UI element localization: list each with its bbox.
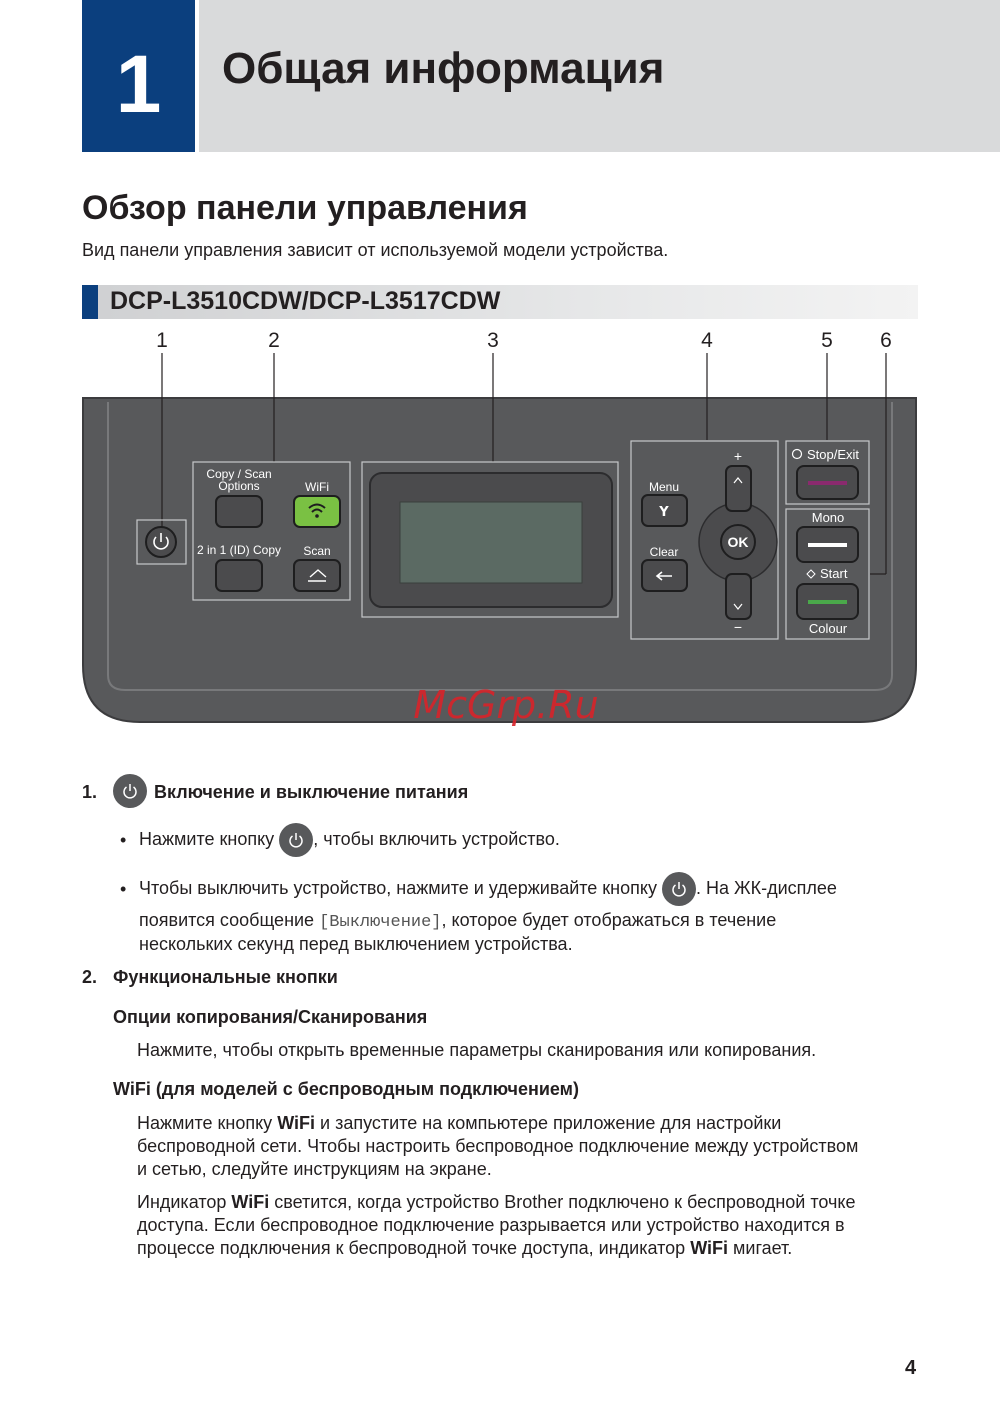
callout-2: 2 [268,329,280,352]
p1-wifi: WiFi [277,1113,316,1133]
item-2-p2-line-1 [137,1191,855,1214]
menu-button[interactable] [642,495,687,526]
item-2-title: Функциональные кнопки [113,967,338,987]
item-2-p1-line-2: беспроводной сети. Чтобы настроить беспроводное подключение между устройством [137,1136,859,1156]
wifi-button[interactable] [294,496,340,527]
bullet-1: • [120,830,127,850]
colour-start-button[interactable] [797,584,858,619]
item-2-sub-2-title: WiFi (для моделей с беспроводным подключением) [113,1079,579,1099]
chapter-number: 1 [115,39,162,130]
id-copy-label: 2 in 1 (ID) Copy [196,543,282,557]
clear-label: Clear [649,545,679,559]
power-button[interactable] [146,527,176,557]
menu-label: Menu [648,480,680,494]
item-1-bullet-2-line-3: нескольких секунд перед выключением устройства. [139,934,573,954]
page-number: 4 [905,1357,917,1379]
mono-label: Mono [811,510,845,525]
item-1-bullet-2-line-2-pre: появится сообщение [139,910,315,930]
p1-a: Нажмите кнопку [137,1113,273,1133]
id-copy-button[interactable] [216,560,262,591]
down-button[interactable] [726,574,751,619]
section-title: Обзор панели управления [82,189,528,227]
scan-button[interactable] [294,560,340,591]
copy-scan-options-label-2: Options [218,479,260,493]
callout-6: 6 [880,329,892,352]
p2-wifi: WiFi [231,1192,270,1212]
scan-label: Scan [303,544,331,558]
item-1-bullet-1-pre: Нажмите кнопку [139,828,275,849]
p2-line3-c: мигает. [728,1238,793,1258]
p1-c: и запустите на компьютере приложение для настройки [315,1113,782,1133]
copy-scan-options-label: Copy / Scan [206,467,272,481]
p2-line3-wifi: WiFi [690,1238,729,1258]
item-2-p1-line-1 [137,1112,781,1135]
item-1-bullet-2-line-1 [139,872,837,906]
item-2-p1-line-3: и сетью, следуйте инструкциям на экране. [137,1159,492,1179]
clear-button[interactable] [642,560,687,591]
model-heading-bar [82,285,918,319]
model-heading-accent [82,285,98,319]
p2-c: светится, когда устройство Brother подключено к беспроводной точке [269,1192,856,1212]
item-1-title: Включение и выключение питания [154,782,469,802]
lcd-screen [400,502,582,583]
colour-label: Colour [808,621,848,636]
plus-label: + [733,448,743,464]
mono-start-button[interactable] [797,527,858,562]
item-1-bullet-2-post: . На ЖК-дисплее [695,877,837,898]
wifi-label: WiFi [305,480,329,494]
item-2-p2-line-2: доступа. Если беспроводное подключение разрывается или устройство находится в [137,1215,845,1235]
model-heading: DCP-L3510CDW/DCP-L3517CDW [110,287,501,315]
ok-button[interactable] [721,525,755,559]
p2-a: Индикатор [137,1192,227,1212]
start-label: Start [820,566,848,581]
bullet-2: • [120,879,127,899]
item-1-bullet-2-pre: Чтобы выключить устройство, нажмите и удерживайте кнопку [139,877,657,898]
watermark: McGrp.Ru [413,683,599,727]
item-2-sub-1-title: Опции копирования/Сканирования [113,1007,428,1027]
minus-label: − [733,619,743,635]
p2-line3-a: процессе подключения к беспроводной точке доступа, индикатор [137,1238,686,1258]
svg-text:Y: Y [659,505,669,520]
callout-5: 5 [821,329,833,352]
item-1-bullet-1 [139,823,560,857]
section-intro: Вид панели управления зависит от используемой модели устройства. [82,240,669,260]
item-2-sub-1-text: Нажмите, чтобы открыть временные параметры сканирования или копирования. [137,1040,817,1060]
item-2-p2-line-3 [137,1237,792,1260]
item-2-number: 2. [82,967,98,987]
stop-exit-button[interactable] [797,466,858,499]
item-1-number: 1. [82,782,98,802]
callout-4: 4 [701,329,713,352]
callout-3: 3 [487,329,499,352]
callout-1: 1 [156,329,168,352]
lcd-message: [Выключение] [319,913,442,932]
item-1-power-icon [113,774,147,808]
item-1-bullet-2-line-2-post: , которое будет отображаться в течение [441,910,777,930]
item-1-bullet-1-post: , чтобы включить устройство. [313,828,560,849]
chapter-title: Общая информация [222,44,665,93]
ok-label: OK [727,534,749,550]
power-icon [662,872,696,906]
copy-scan-options-button[interactable] [216,496,262,527]
control-panel-illustration [0,320,1000,740]
power-icon [279,823,313,857]
item-1-bullet-2-line-2 [139,909,776,934]
up-button[interactable] [726,466,751,511]
stop-exit-label: Stop/Exit [807,447,860,462]
